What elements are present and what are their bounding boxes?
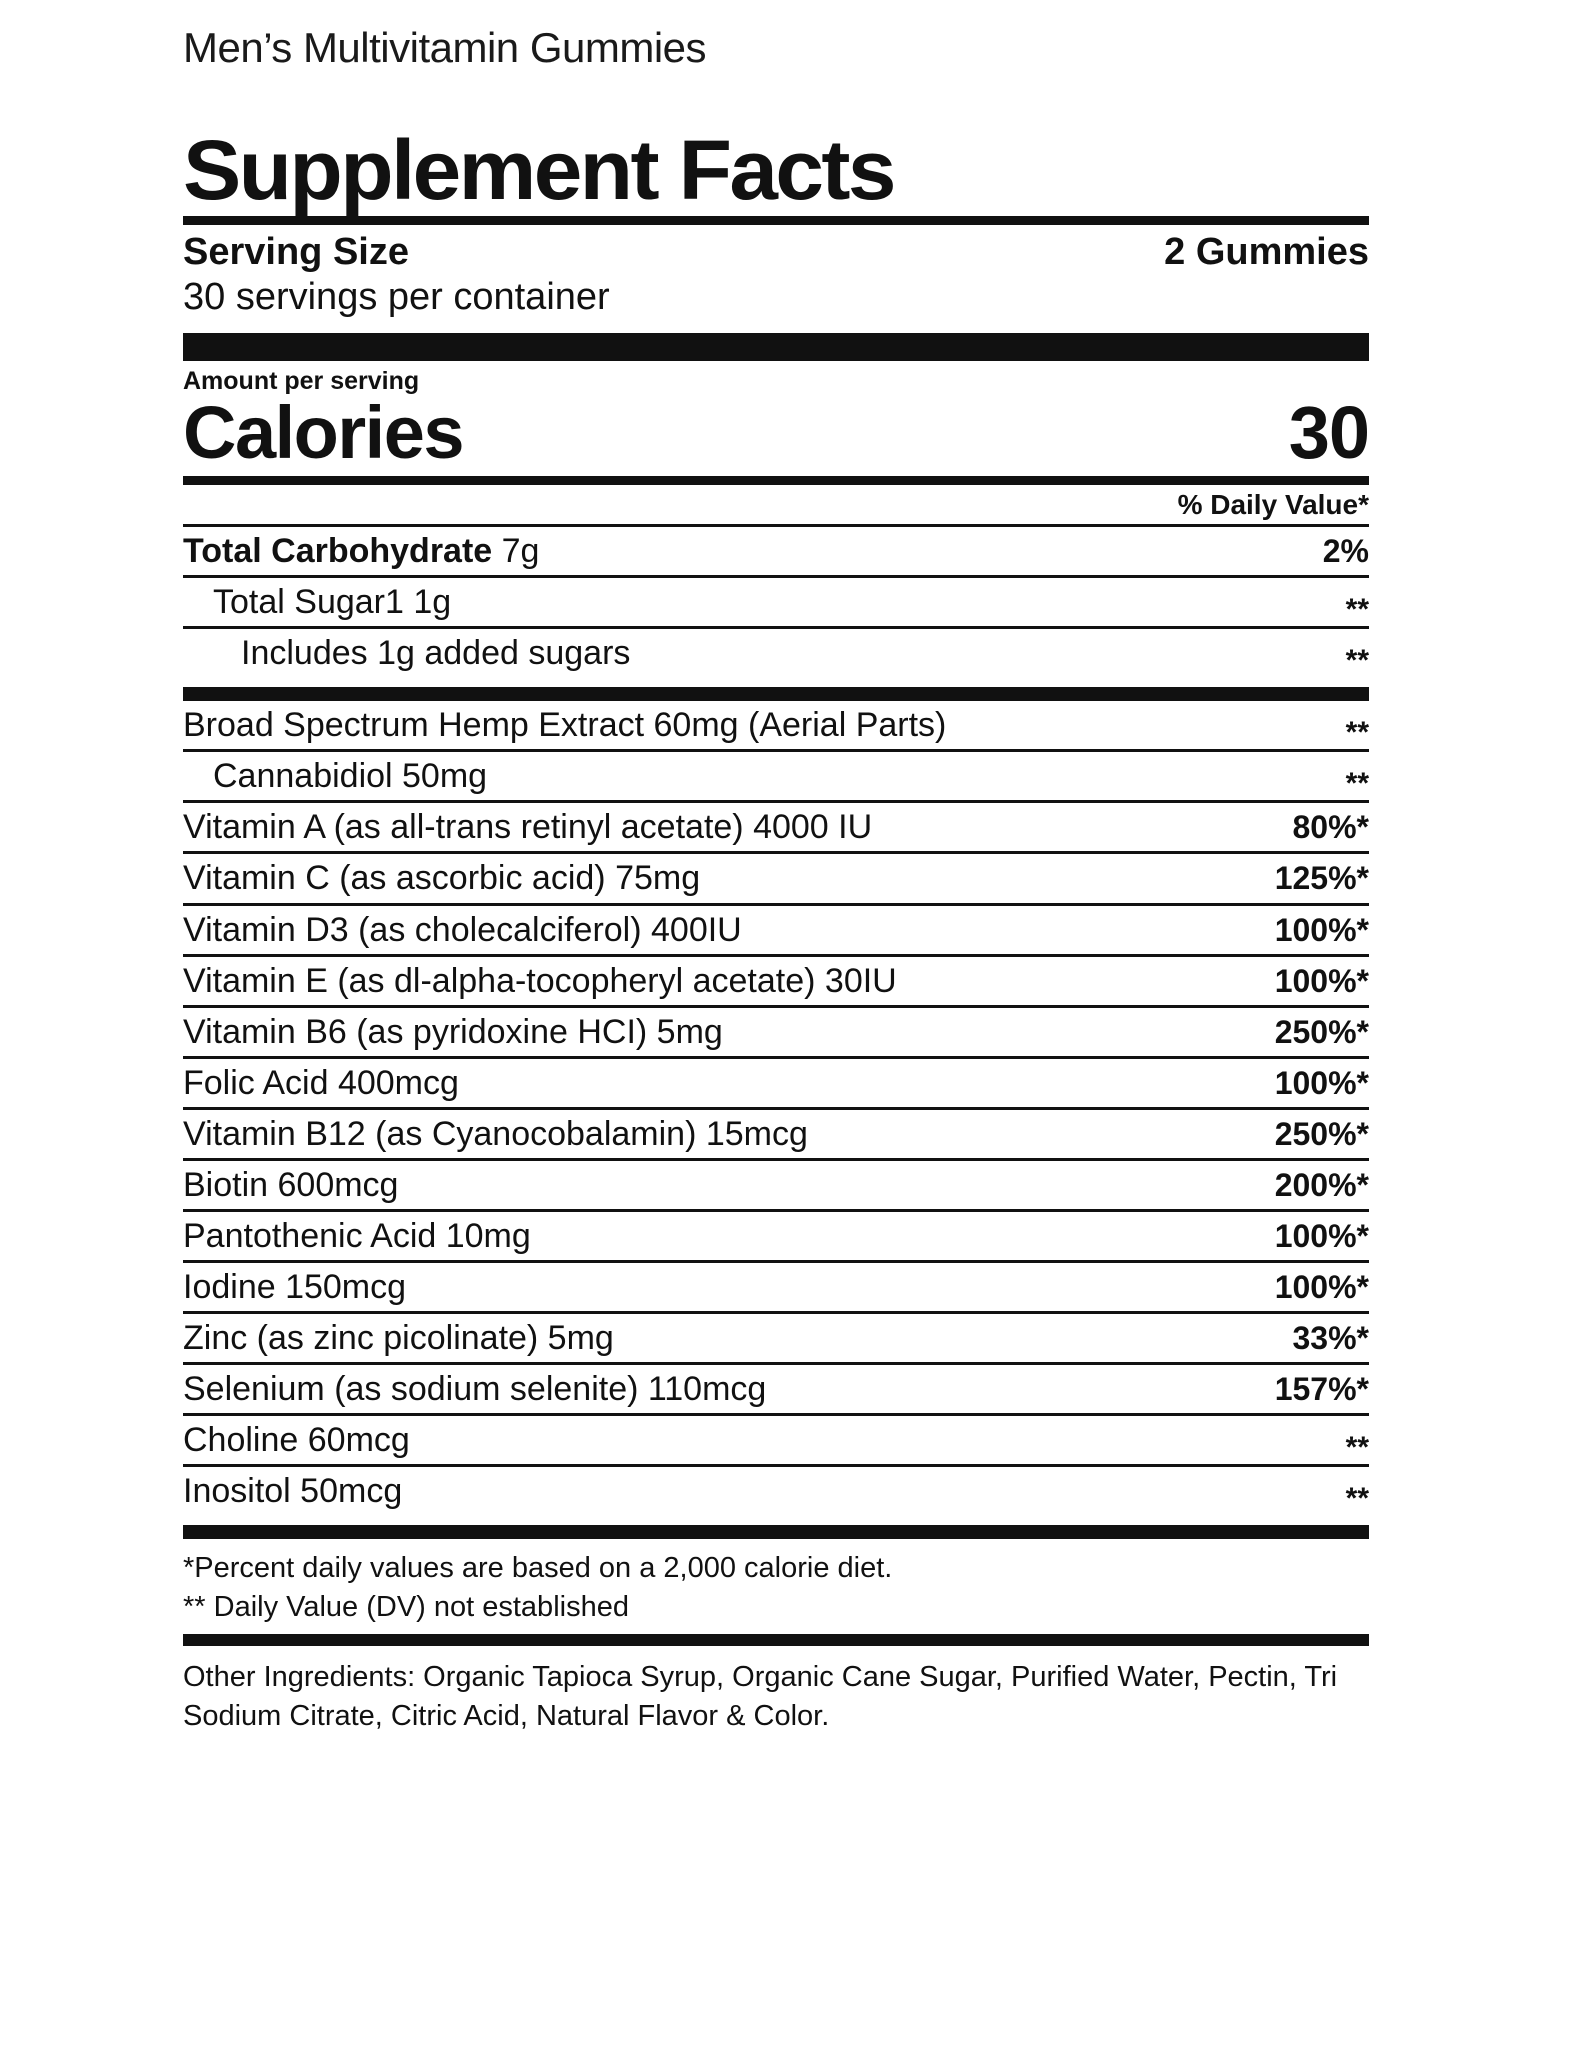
nutrient-value: 250%* — [1274, 1115, 1369, 1152]
nutrient-value: ** — [1345, 1482, 1369, 1516]
nutrient-value: ** — [1345, 716, 1369, 750]
nutrient-value: ** — [1345, 644, 1369, 678]
table-row — [183, 800, 1369, 851]
nutrient-name: Total Sugar1 1g — [213, 583, 452, 622]
nutrient-name: Folic Acid 400mcg — [183, 1063, 459, 1102]
ingredient-rows — [183, 701, 1369, 1515]
nutrient-name: Vitamin A (as all-trans retinyl acetate) 4000 IU — [183, 808, 873, 847]
nutrient-name — [183, 532, 553, 570]
nutrient-value: ** — [1345, 767, 1369, 801]
nutrient-name: Selenium (as sodium selenite) 110mcg — [183, 1370, 767, 1409]
macro-rows — [183, 524, 1369, 677]
table-row — [183, 701, 1369, 749]
serving-size-label: Serving Size — [183, 231, 409, 273]
nutrient-value: 2% — [1322, 533, 1369, 569]
nutrient-value: 100%* — [1274, 911, 1369, 948]
nutrient-name: Cannabidiol 50mg — [213, 757, 488, 796]
table-row — [183, 524, 1369, 575]
nutrient-name: Iodine 150mcg — [183, 1268, 407, 1307]
daily-value-header: % Daily Value* — [1177, 489, 1369, 520]
calories-label: Calories — [183, 391, 464, 474]
nutrient-value: 200%* — [1274, 1166, 1369, 1203]
footnotes — [183, 1539, 1369, 1626]
nutrient-value: 250%* — [1274, 1013, 1369, 1050]
nutrient-value: 80%* — [1292, 809, 1369, 846]
table-row — [183, 1056, 1369, 1107]
nutrient-name: Pantothenic Acid 10mg — [183, 1217, 531, 1256]
serving-size-value: 2 Gummies — [1164, 231, 1369, 273]
table-row — [183, 626, 1369, 677]
serving-size-row — [183, 225, 1369, 274]
divider-under-heading — [183, 216, 1369, 225]
nutrient-value: 125%* — [1274, 860, 1369, 897]
table-row — [183, 575, 1369, 626]
nutrient-value: ** — [1345, 593, 1369, 627]
nutrient-name: Vitamin B6 (as pyridoxine HCI) 5mg — [183, 1012, 723, 1051]
supplement-facts-panel — [183, 123, 1369, 1736]
table-row — [183, 1209, 1369, 1260]
divider-band-thick — [183, 333, 1369, 361]
nutrient-value: 100%* — [1274, 1064, 1369, 1101]
divider-band-before-footnotes — [183, 1525, 1369, 1539]
nutrient-name: Vitamin C (as ascorbic acid) 75mg — [183, 859, 701, 898]
product-title: Men’s Multivitamin Gummies — [183, 24, 707, 71]
table-row — [183, 1311, 1369, 1362]
nutrient-name: Vitamin D3 (as cholecalciferol) 400IU — [183, 910, 742, 949]
nutrient-value: 157%* — [1274, 1371, 1369, 1408]
divider-band-medium — [183, 687, 1369, 701]
table-row — [183, 1260, 1369, 1311]
nutrient-value: 33%* — [1292, 1320, 1369, 1357]
nutrient-name: Biotin 600mcg — [183, 1165, 399, 1204]
amount-per-serving-label: Amount per serving — [183, 367, 420, 395]
footnote-dv-not-established: ** Daily Value (DV) not established — [183, 1590, 629, 1623]
table-row — [183, 1158, 1369, 1209]
other-ingredients: Other Ingredients: Organic Tapioca Syrup, Organic Cane Sugar, Purified Water, Pectin, Tri Sodium Citrate, Citric Acid, Natural Flavor & Color. — [183, 1661, 1338, 1733]
nutrient-name: Zinc (as zinc picolinate) 5mg — [183, 1319, 614, 1358]
servings-per-container: 30 servings per container — [183, 276, 610, 318]
divider-under-calories — [183, 476, 1369, 485]
table-row — [183, 1005, 1369, 1056]
table-row — [183, 1362, 1369, 1413]
nutrient-value: ** — [1345, 1431, 1369, 1465]
table-row — [183, 903, 1369, 954]
table-row — [183, 1413, 1369, 1464]
table-row — [183, 749, 1369, 800]
nutrient-value: 100%* — [1274, 1269, 1369, 1306]
nutrient-name: Vitamin B12 (as Cyanocobalamin) 15mcg — [183, 1114, 808, 1153]
footnote-daily-value: *Percent daily values are based on a 2,000 calorie diet. — [183, 1552, 893, 1585]
table-row — [183, 954, 1369, 1005]
nutrient-name: Choline 60mcg — [183, 1421, 410, 1460]
nutrient-name: Vitamin E (as dl-alpha-tocopheryl acetate) 30IU — [183, 961, 897, 1000]
calories-row — [183, 391, 1369, 476]
table-row — [183, 1464, 1369, 1515]
table-row — [183, 851, 1369, 902]
panel-heading: Supplement Facts — [183, 123, 894, 217]
nutrient-name: Includes 1g added sugars — [241, 634, 631, 673]
nutrient-value: 100%* — [1274, 1218, 1369, 1255]
nutrient-name: Inositol 50mcg — [183, 1472, 403, 1511]
nutrient-name: Broad Spectrum Hemp Extract 60mg (Aerial Parts) — [183, 706, 947, 745]
nutrient-name-rest: 7g — [492, 532, 540, 570]
calories-value: 30 — [1288, 391, 1369, 474]
divider-band-before-other-ingredients — [183, 1634, 1369, 1646]
table-row — [183, 1107, 1369, 1158]
nutrient-name-bold: Total Carbohydrate — [183, 532, 493, 570]
nutrient-value: 100%* — [1274, 962, 1369, 999]
